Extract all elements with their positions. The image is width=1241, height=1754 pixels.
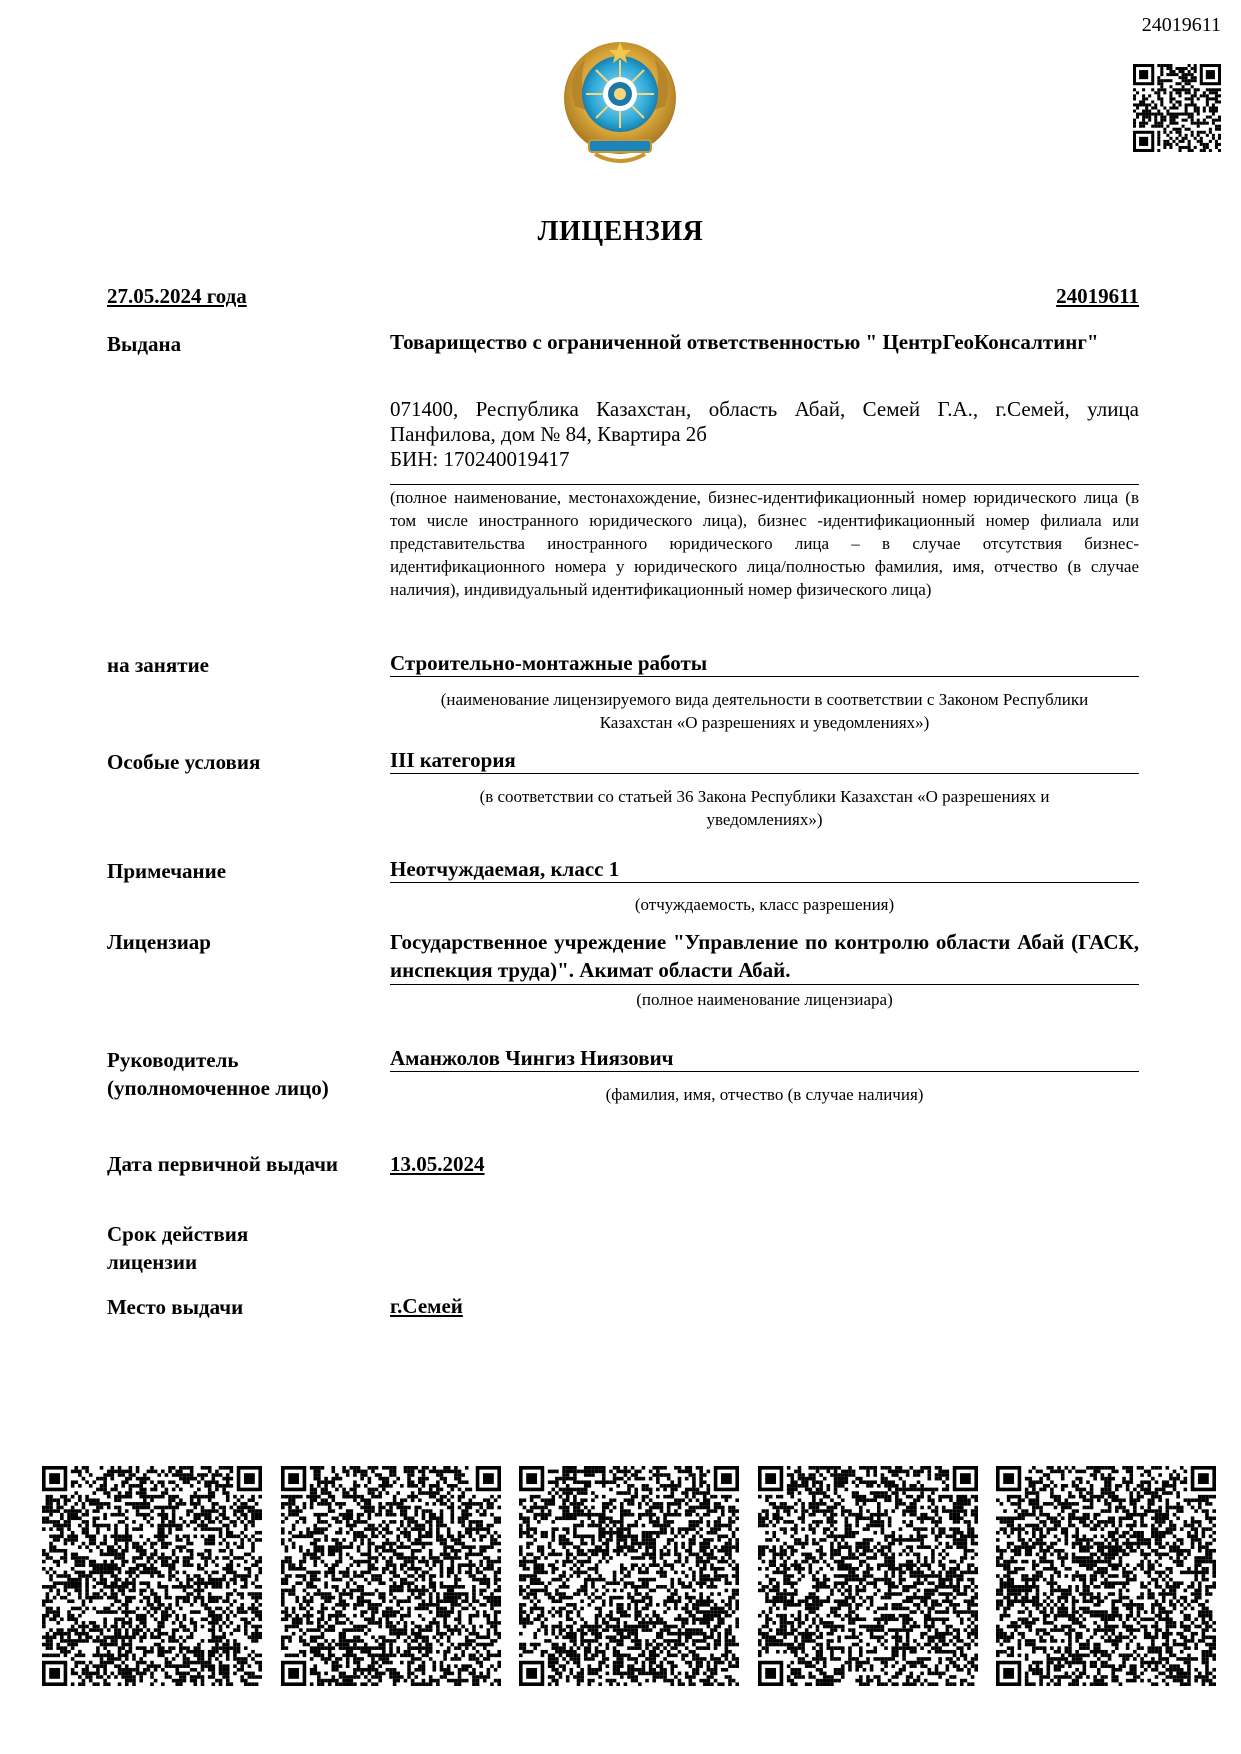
validity-label <box>107 1220 387 1276</box>
licensor-caption: (полное наименование лицензиара) <box>636 990 893 1009</box>
head-caption: (фамилия, имя, отчество (в случае наличия) <box>605 1085 924 1104</box>
head-label-line1: Руководитель <box>107 1048 239 1072</box>
issued-to-address: 071400, Республика Казахстан, область Абай, Семей Г.А., г.Семей, улица Панфилова, дом № 84, Квартира 2б <box>390 397 1139 446</box>
special-conditions-caption: (в соответствии со статьей 36 Закона Республики Казахстан «О разрешениях и уведомлениях») <box>479 787 1050 829</box>
place-city: г.Семей <box>390 1294 463 1318</box>
licensor-value: Государственное учреждение "Управление по контролю области Абай (ГАСК, инспекция труда)". Акимат области Абай. <box>390 928 1139 985</box>
activity-value: Строительно-монтажные работы <box>390 651 1139 677</box>
issued-to-name: Товарищество с ограниченной ответственностью " ЦентрГеоКонсалтинг" <box>390 330 1099 354</box>
licensor-label: Лицензиар <box>107 930 211 954</box>
qr-code-1 <box>42 1466 262 1686</box>
issued-to-label: Выдана <box>107 332 182 356</box>
head-label <box>107 1046 387 1102</box>
qr-code-5 <box>996 1466 1216 1686</box>
activity-label: на занятие <box>107 653 209 677</box>
special-conditions-label: Особые условия <box>107 750 261 774</box>
license-number: 24019611 <box>1056 284 1139 308</box>
first-issue-value <box>390 1152 1139 1177</box>
first-issue-date: 13.05.2024 <box>390 1152 485 1176</box>
qr-code-3 <box>519 1466 739 1686</box>
qr-code-corner <box>1133 64 1221 152</box>
state-emblem <box>555 36 685 166</box>
head-value: Аманжолов Чингиз Ниязович <box>390 1046 1139 1072</box>
note-value: Неотчуждаемая, класс 1 <box>390 857 1139 883</box>
document-title: ЛИЦЕНЗИЯ <box>537 216 704 247</box>
note-caption: (отчуждаемость, класс разрешения) <box>634 895 895 914</box>
place-label: Место выдачи <box>107 1295 244 1319</box>
special-conditions-value: III категория <box>390 748 1139 774</box>
head-label-line2: (уполномоченное лицо) <box>107 1076 329 1100</box>
issued-to-caption: (полное наименование, местонахождение, бизнес-идентификационный номер юридического лица (в том числе иностранного юридического лица), бизнес -идентификационный номер филиала или представительства иностранного юридического лица – в случае отсутствия бизнес-идентификационного номера у юридического лица/полностью фамилия, имя, отчество (в случае наличия), индивидуальный идентификационный номер физического лица) <box>390 484 1139 601</box>
header-row <box>107 284 1139 314</box>
first-issue-label: Дата первичной выдачи <box>107 1152 339 1176</box>
validity-label-line1: Срок действия <box>107 1222 249 1246</box>
issue-date: 27.05.2024 года <box>107 284 247 308</box>
qr-code-4 <box>758 1466 978 1686</box>
place-value <box>390 1294 1139 1319</box>
document-number-corner: 24019611 <box>1141 14 1221 36</box>
validity-label-line2: лицензии <box>107 1250 198 1274</box>
qr-code-2 <box>281 1466 501 1686</box>
note-label: Примечание <box>107 859 227 883</box>
activity-caption: (наименование лицензируемого вида деятельности в соответствии с Законом Республики Казахстан «О разрешениях и уведомлениях») <box>440 690 1089 732</box>
issued-to-bin: БИН: 170240019417 <box>390 447 570 471</box>
